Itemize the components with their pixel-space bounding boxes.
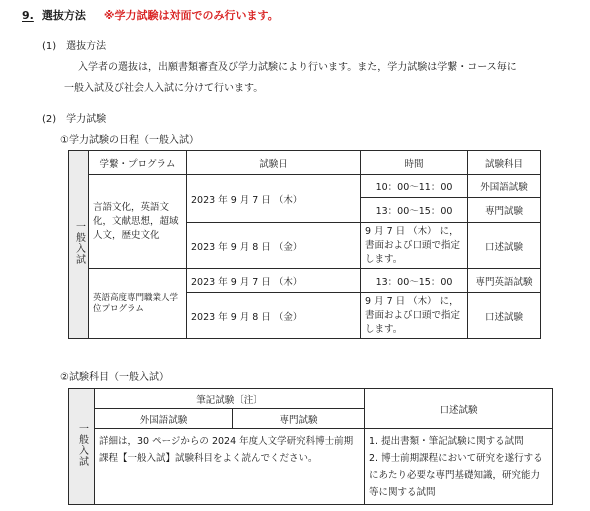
group1-subject1a: 外国語試験 — [468, 175, 541, 198]
section-title: 選抜方法 — [41, 9, 86, 22]
foreign-language-header: 外国語試験 — [95, 409, 233, 429]
oral-exam-body-cell — [365, 429, 553, 505]
schedule-table — [68, 150, 541, 339]
group1-date1: 2023 年 9 月 7 日 （木） — [187, 175, 361, 223]
subjects-category-label: 一般入試 — [76, 423, 88, 467]
group1-program: 言語文化，英語文化，文献思想，超域人文，歴史文化 — [93, 201, 179, 241]
schedule-title: ①学力試験の日程（一般入試） — [60, 135, 199, 146]
group2-time1: 13：00～15：00 — [361, 269, 468, 293]
group2-date2: 2023 年 9 月 8 日 （金） — [187, 293, 361, 339]
specialty-exam-header: 専門試験 — [233, 409, 365, 429]
schedule-header-subject: 試験科目 — [468, 151, 541, 175]
group2-program-cell — [89, 269, 187, 339]
group2-subject2: 口述試験 — [468, 293, 541, 339]
group2-program: 英語高度専門職業人学位プログラム — [93, 292, 179, 314]
group2-time2-cell — [361, 293, 468, 339]
group1-subject1b: 専門試験 — [468, 198, 541, 223]
group2-subject1: 専門英語試験 — [468, 269, 541, 293]
group1-subject2: 口述試験 — [468, 223, 541, 269]
schedule-header-program: 学繋・プログラム — [89, 151, 187, 175]
group1-program-cell — [89, 175, 187, 269]
subsection-1-paragraph-line2: 一般入試及び社会人入試に分けて行います。 — [64, 83, 264, 94]
oral-item-2: 2. 博士前期課程において研究を遂行するにあたり必要な専門基礎知識，研究能力等に関する試問 — [369, 453, 543, 498]
subsection-2-heading: (2) 学力試験 — [42, 114, 107, 125]
group1-date2: 2023 年 9 月 8 日 （金） — [187, 223, 361, 269]
subsection-1-heading: (1) 選抜方法 — [42, 41, 107, 52]
section-number: 9. — [22, 8, 34, 22]
schedule-category-label: 一般入試 — [73, 221, 85, 265]
subjects-title: ②試験科目（一般入試） — [60, 372, 169, 383]
schedule-header-date: 試験日 — [187, 151, 361, 175]
oral-item-1: 1. 提出書類・筆記試験に関する試問 — [369, 436, 524, 447]
written-exam-header: 筆記試験〔注〕 — [95, 389, 365, 409]
group1-time2: 9 月 7 日 （木） に，書面および口頭で指定します。 — [365, 225, 461, 265]
subjects-category-cell — [69, 389, 95, 505]
group2-time2: 9 月 7 日 （木） に，書面および口頭で指定します。 — [365, 295, 461, 335]
subjects-table — [68, 388, 553, 505]
subsection-1-paragraph-line1: 入学者の選抜は，出願書類審査及び学力試験により行います。また，学力試験は学繋・コース毎に — [78, 62, 517, 73]
section-header — [22, 6, 279, 24]
group2-date1: 2023 年 9 月 7 日 （木） — [187, 269, 361, 293]
group1-time1b: 13：00～15：00 — [361, 198, 468, 223]
schedule-header-time: 時間 — [361, 151, 468, 175]
schedule-category-cell — [69, 151, 89, 339]
written-exam-body: 詳細は，30 ページからの 2024 年度人文学研究科博士前期課程【一般入試】試験科目をよく読んでください。 — [99, 436, 354, 464]
group1-time1a: 10：00～11：00 — [361, 175, 468, 198]
group1-time2-cell — [361, 223, 468, 269]
written-exam-body-cell — [95, 429, 365, 505]
section-note: ※学力試験は対面でのみ行います。 — [103, 9, 279, 22]
oral-exam-header: 口述試験 — [365, 389, 553, 429]
